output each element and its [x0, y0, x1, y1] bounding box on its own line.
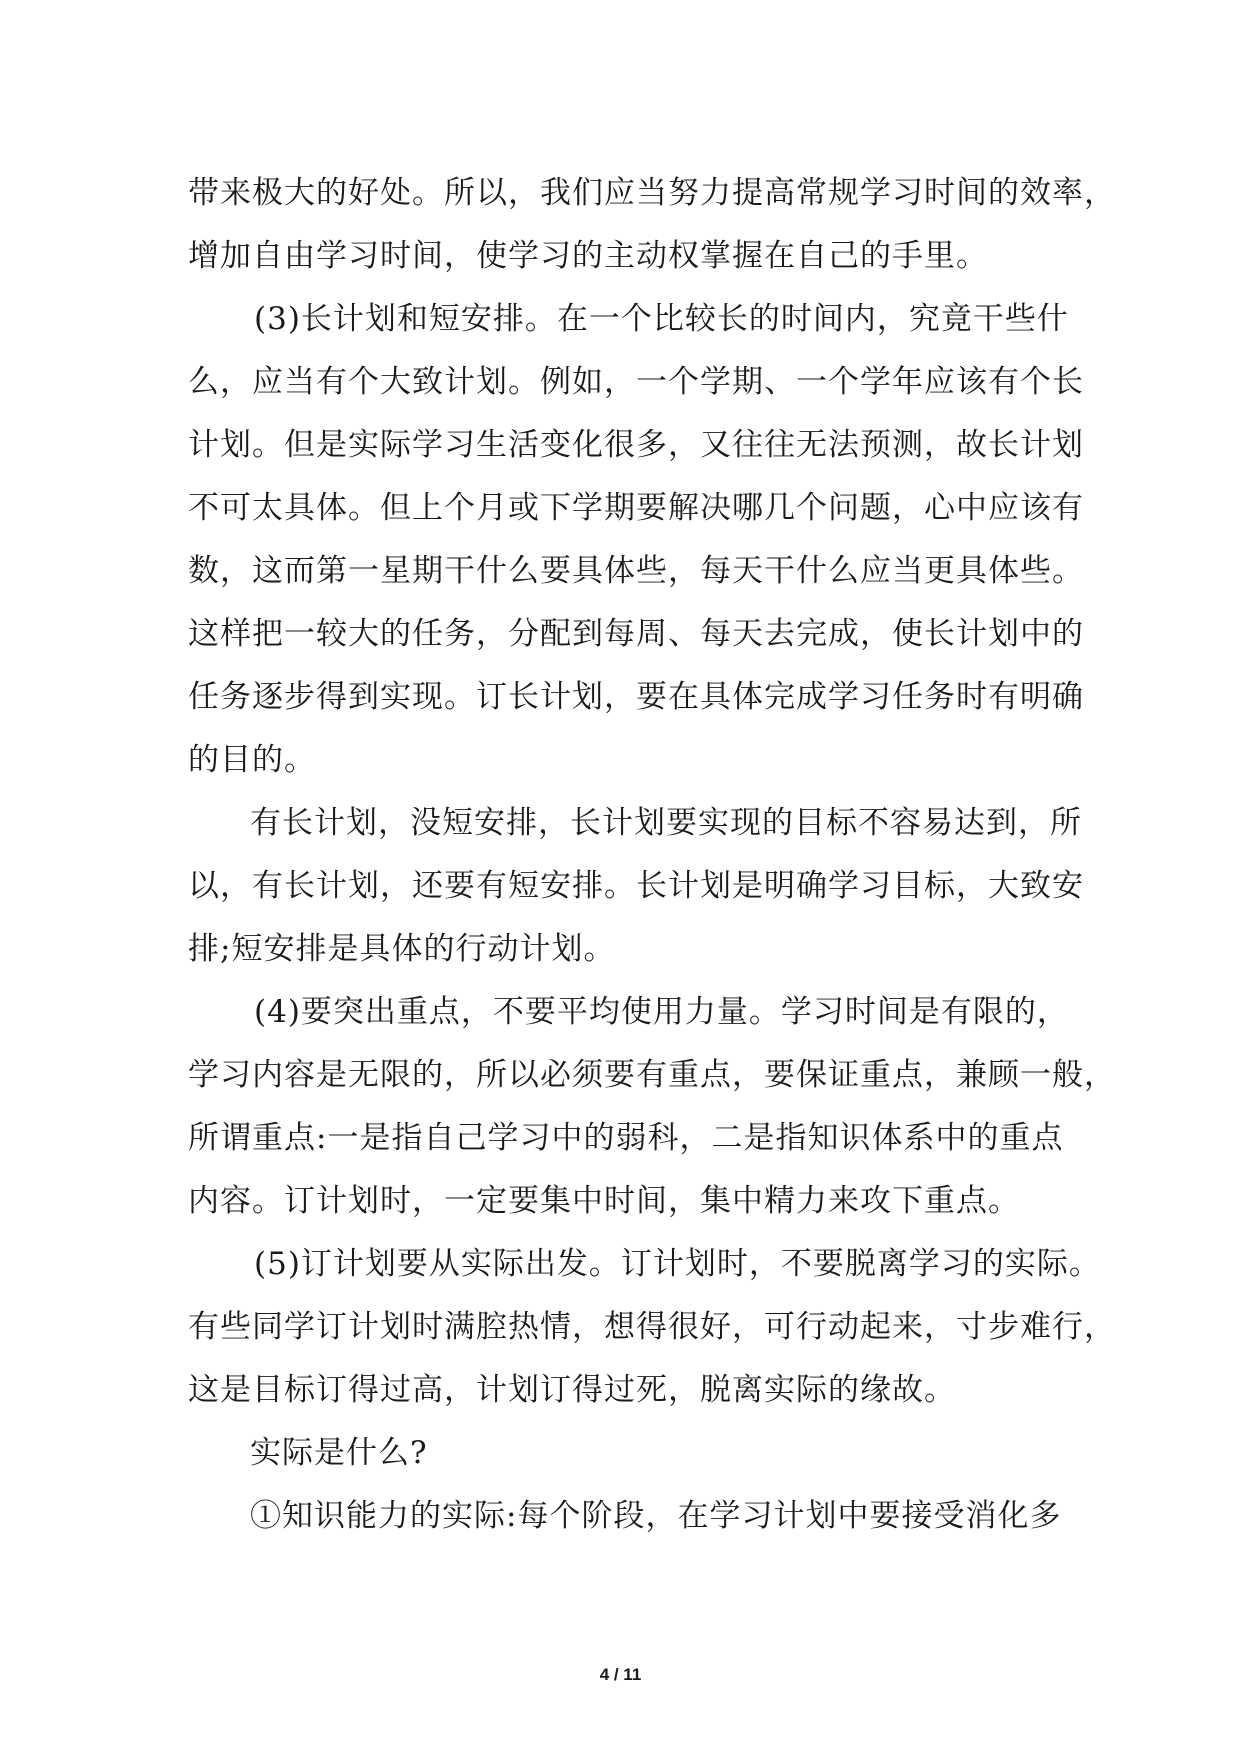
text-line: 排;短安排是具体的行动计划。 [188, 931, 616, 967]
text-line: (5)订计划要从实际出发。订计划时，不要脱离学习的实际。 [254, 1246, 1101, 1282]
text-line: (3)长计划和短安排。在一个比较长的时间内，究竟干些什 [254, 301, 1069, 337]
text-line: (4)要突出重点，不要平均使用力量。学习时间是有限的， [254, 994, 1069, 1030]
page-number: 4 / 11 [599, 1665, 642, 1684]
text-line: 数，这而第一星期干什么要具体些，每天干什么应当更具体些。 [188, 553, 1084, 589]
body-text [188, 162, 1116, 1548]
text-line: 有些同学订计划时满腔热情，想得很好，可行动起来，寸步难行， [188, 1309, 1116, 1345]
text-line: 内容。订计划时，一定要集中时间，集中精力来攻下重点。 [188, 1183, 1020, 1219]
text-line: 的目的。 [188, 742, 316, 778]
text-line: 计划。但是实际学习生活变化很多，又往往无法预测，故长计划 [188, 427, 1084, 463]
text-line: 这样把一较大的任务，分配到每周、每天去完成，使长计划中的 [188, 616, 1084, 652]
text-line: 任务逐步得到实现。订长计划，要在具体完成学习任务时有明确 [188, 679, 1084, 715]
text-line: 这是目标订得过高，计划订得过死，脱离实际的缘故。 [188, 1372, 956, 1408]
text-line: 带来极大的好处。所以，我们应当努力提高常规学习时间的效率， [188, 175, 1116, 211]
text-line: 所谓重点:一是指自己学习中的弱科，二是指知识体系中的重点 [188, 1120, 1064, 1156]
text-line: 有长计划，没短安排，长计划要实现的目标不容易达到，所 [250, 805, 1082, 841]
text-line: 么，应当有个大致计划。例如，一个学期、一个学年应该有个长 [188, 364, 1084, 400]
text-line: 学习内容是无限的，所以必须要有重点，要保证重点，兼顾一般， [188, 1057, 1116, 1093]
text-line: ①知识能力的实际:每个阶段，在学习计划中要接受消化多 [250, 1498, 1062, 1534]
text-line: 增加自由学习时间，使学习的主动权掌握在自己的手里。 [188, 238, 988, 274]
text-line: 以，有长计划，还要有短安排。长计划是明确学习目标，大致安 [188, 868, 1084, 904]
text-line: 实际是什么? [250, 1435, 428, 1471]
text-line: 不可太具体。但上个月或下学期要解决哪几个问题，心中应该有 [188, 490, 1084, 526]
